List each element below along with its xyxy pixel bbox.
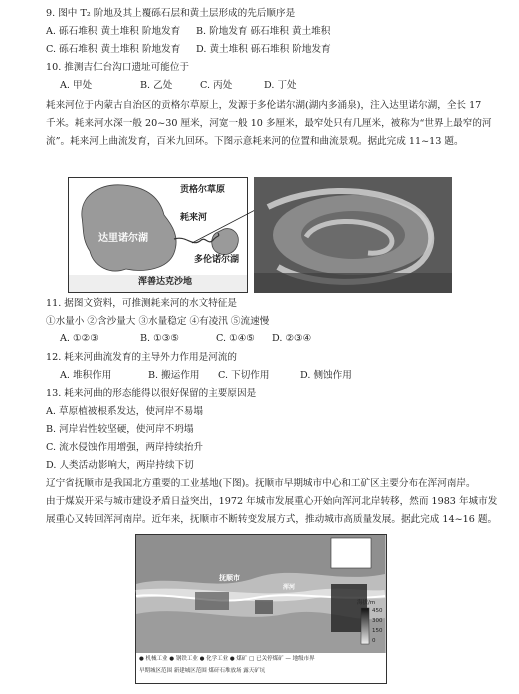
- q11-option-d: D. ②③④: [272, 333, 312, 344]
- legend-row2: 早期城区范围 新建城区范围 煤矸石堆放场 露天矿坑: [139, 668, 266, 674]
- inset-map: [331, 538, 371, 568]
- river-label: 浑河: [283, 584, 296, 591]
- passage1-line1: 耗来河位于内蒙古自治区的贡格尔草原上，发源于多伦诺尔湖(湖内多涌泉)，注入达里诺尔湖，全长 17: [46, 100, 482, 111]
- q9-option-c: C. 砾石堆积 黄土堆积 阶地发育: [46, 44, 181, 55]
- elev-tick-150: 150: [372, 628, 383, 634]
- q10-stem: 10. 推测吉仁台沟口遗址可能位于: [46, 62, 190, 73]
- label-river: 耗来河: [180, 213, 208, 223]
- early-urban-area: [195, 592, 229, 610]
- passage1-line2: 千米。耗来河水深一般 20~30 厘米，河宽一般 10 多厘米，最窄处只有几厘米，被称为“世界上最窄的河: [46, 118, 492, 129]
- q13-stem: 13. 耗来河曲的形态能得以很好保留的主要原因是: [46, 388, 257, 399]
- city-label: 抚顺市: [219, 574, 240, 582]
- q13-option-a: A. 草原植被根系发达，使河岸不易塌: [46, 406, 203, 417]
- q11-stem: 11. 据图文资料，可推测耗来河的水文特征是: [46, 298, 237, 309]
- passage2-line3: 展重心又转回浑河南岸。近年来，抚顺市不断转变发展方式，推动城市高质量发展。据此完成 14~16 题。: [46, 514, 498, 525]
- label-grassland: 贡格尔草原: [180, 185, 226, 195]
- q12-option-a: A. 堆积作用: [60, 370, 112, 381]
- q12-option-b: B. 搬运作用: [148, 370, 200, 381]
- q13-option-d: D. 人类活动影响大，两岸持续下切: [46, 460, 194, 471]
- legend-row1: ● 机械工业 ● 钢铁工业 ● 化学工业 ● 煤矿 □ 已关停煤矿 — 地级市界: [139, 656, 315, 662]
- label-desert: 浑善达克沙地: [138, 277, 193, 287]
- fushun-map-figure: [135, 534, 387, 684]
- elevation-legend-bar: [361, 608, 369, 644]
- elev-tick-450: 450: [372, 608, 383, 614]
- q11-option-b: B. ①③⑤: [140, 333, 179, 344]
- q11-option-c: C. ①④⑤: [216, 333, 255, 344]
- passage2-line1: 辽宁省抚顺市是我国北方重要的工业基地(下图)。抚顺市早期城市中心和工矿区主要分布在浑河南岸。: [46, 478, 476, 489]
- passage2-line2: 由于煤炭开采与城市建设矛盾日益突出，1972 年城市发展重心开始向浑河北岸转移，然而 1983 年城市发: [46, 496, 498, 507]
- q12-option-c: C. 下切作用: [218, 370, 270, 381]
- q10-option-c: C. 丙处: [200, 80, 233, 91]
- q10-option-d: D. 丁处: [264, 80, 297, 91]
- q13-option-c: C. 流水侵蚀作用增强，两岸持续抬升: [46, 442, 204, 453]
- elev-tick-300: 300: [372, 618, 383, 624]
- q9-stem: 9. 图中 T₂ 阶地及其上覆砾石层和黄土层形成的先后顺序是: [46, 8, 296, 19]
- q11-option-a: A. ①②③: [60, 333, 99, 344]
- q10-option-a: A. 甲处: [60, 80, 93, 91]
- passage1-line3: 流”。耗来河上曲流发育，百米九回环。下图示意耗来河的位置和曲流景观。据此完成 11~13 题。: [46, 136, 464, 147]
- elev-tick-0: 0: [372, 638, 376, 644]
- q9-option-a: A. 砾石堆积 黄土堆积 阶地发育: [46, 26, 181, 37]
- q9-option-d: D. 黄土堆积 砾石堆积 阶地发育: [196, 44, 331, 55]
- haolai-river-figure: [68, 177, 452, 293]
- q12-stem: 12. 耗来河曲流发育的主导外力作用是河流的: [46, 352, 237, 363]
- q12-option-d: D. 侧蚀作用: [300, 370, 352, 381]
- q10-option-b: B. 乙处: [140, 80, 173, 91]
- label-big-lake: 达里诺尔湖: [98, 233, 148, 244]
- q11-items: ①水量小 ②含沙量大 ③水量稳定 ④有凌汛 ⑤流速慢: [46, 316, 270, 327]
- elevation-legend-title: 海拔/m: [357, 600, 376, 606]
- q13-option-b: B. 河岸岩性较坚硬，使河岸不坍塌: [46, 424, 194, 435]
- q9-option-b: B. 阶地发育 砾石堆积 黄土堆积: [196, 26, 331, 37]
- label-small-lake: 多伦诺尔湖: [194, 255, 240, 265]
